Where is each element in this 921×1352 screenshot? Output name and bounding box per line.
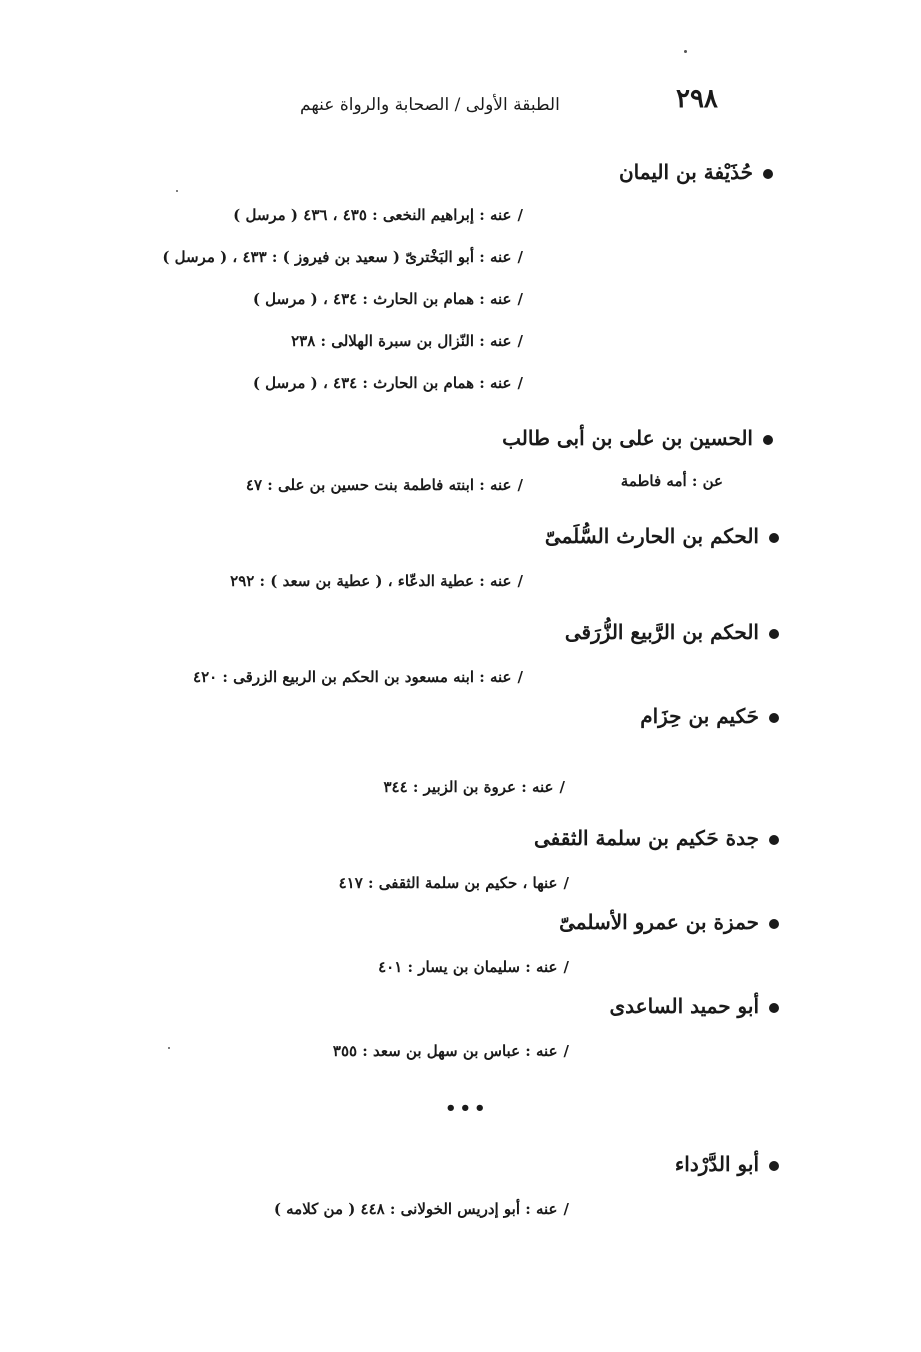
narrator-line	[253, 290, 523, 308]
narrator-line	[384, 778, 566, 796]
narrator-text: عنه : عروة بن الزبير : ٣٤٤	[383, 778, 554, 796]
entry-heading	[675, 1152, 779, 1176]
narrator-text: عنه : همام بن الحارث : ٤٣٤ ، ( مرسل )	[252, 374, 512, 392]
bullet-icon	[763, 169, 773, 179]
narrator-text: عنه : إبراهيم النخعى : ٤٣٥ ، ٤٣٦ ( مرسل )	[233, 206, 512, 224]
narrator-line	[193, 668, 523, 686]
slash-mark: /	[517, 476, 523, 494]
narrator-line	[291, 332, 523, 350]
slash-mark: /	[517, 248, 523, 266]
narrator-text: عنها ، حكيم بن سلمة الثقفى : ٤١٧	[338, 874, 558, 892]
bullet-icon	[769, 1003, 779, 1013]
slash-mark: /	[517, 572, 523, 590]
narrator-line	[339, 874, 569, 892]
narrator-line	[162, 248, 523, 266]
narrator-text: عنه : سليمان بن يسار : ٤٠١	[378, 958, 558, 976]
entry-name: حَكيم بن حِزَام	[640, 704, 759, 728]
entry-name: أبو الدَّرْداء	[674, 1152, 759, 1176]
slash-mark: /	[563, 958, 569, 976]
entry-heading	[565, 620, 779, 644]
narrator-line	[333, 1042, 569, 1060]
narrator-text: عنه : عباس بن سهل بن سعد : ٣٥٥	[332, 1042, 558, 1060]
entry-name: حُذَيْفة بن اليمان	[618, 160, 753, 184]
entry-name: أبو حميد الساعدى	[609, 994, 759, 1018]
bullet-icon	[769, 835, 779, 845]
scan-speck	[168, 1047, 170, 1049]
slash-mark: /	[559, 778, 565, 796]
entry-name: الحكم بن الرَّبيع الزُّرَقى	[564, 620, 759, 644]
narrator-text: عنه : ابنه مسعود بن الحكم بن الربيع الزرقى : ٤٢٠	[193, 668, 512, 686]
narrator-text: عنه : همام بن الحارث : ٤٣٤ ، ( مرسل )	[252, 290, 512, 308]
slash-mark: /	[517, 668, 523, 686]
page-number: ٢٩٨	[676, 84, 718, 114]
entry-heading	[640, 704, 779, 728]
entry-heading	[502, 426, 773, 450]
narrator-text: عنه : النّزال بن سبرة الهلالى : ٢٣٨	[291, 332, 512, 350]
narrator-text: عنه : أبو البَخْترىّ ( سعيد بن فيروز ) : ٤٣٣ ، ( مرسل )	[162, 248, 512, 266]
slash-mark: /	[563, 1042, 569, 1060]
entry-heading	[559, 910, 779, 934]
narrator-text: عنه : عطية الدعّاء ، ( عطية بن سعد ) : ٢٩٢	[230, 572, 512, 590]
narrator-line	[274, 1200, 569, 1218]
bullet-icon	[769, 1161, 779, 1171]
entry-heading	[545, 524, 779, 548]
slash-mark: /	[517, 374, 523, 392]
bullet-icon	[769, 629, 779, 639]
narrator-line	[246, 476, 523, 494]
narrator-line	[230, 572, 523, 590]
slash-mark: /	[563, 874, 569, 892]
scan-speck	[684, 50, 687, 53]
bullet-icon	[769, 713, 779, 723]
slash-mark: /	[517, 206, 523, 224]
narrator-text: عنه : أبو إدريس الخولانى : ٤٤٨ ( من كلامه )	[273, 1200, 558, 1218]
narrator-line	[378, 958, 569, 976]
narrator-text: عنه : ابنته فاطمة بنت حسين بن على : ٤٧	[245, 476, 512, 494]
slash-mark: /	[517, 332, 523, 350]
narrator-line	[233, 206, 523, 224]
entry-heading	[619, 160, 773, 184]
running-head: الطبقة الأولى / الصحابة والرواة عنهم	[300, 95, 560, 115]
entry-name: جدة حَكيم بن سلمة الثقفى	[534, 826, 759, 850]
teacher-line: عن : أمه فاطمة	[620, 472, 723, 490]
section-separator: •••	[445, 1098, 489, 1119]
entry-heading	[534, 826, 779, 850]
slash-mark: /	[563, 1200, 569, 1218]
entry-name: الحكم بن الحارث السُّلَمىّ	[544, 524, 759, 548]
entry-heading	[609, 994, 779, 1018]
bullet-icon	[763, 435, 773, 445]
slash-mark: /	[517, 290, 523, 308]
bullet-icon	[769, 533, 779, 543]
scan-speck	[176, 190, 178, 192]
entry-name: حمزة بن عمرو الأسلمىّ	[559, 910, 759, 934]
entry-name: الحسين بن على بن أبى طالب	[502, 426, 753, 450]
bullet-icon	[769, 919, 779, 929]
narrator-line	[253, 374, 523, 392]
